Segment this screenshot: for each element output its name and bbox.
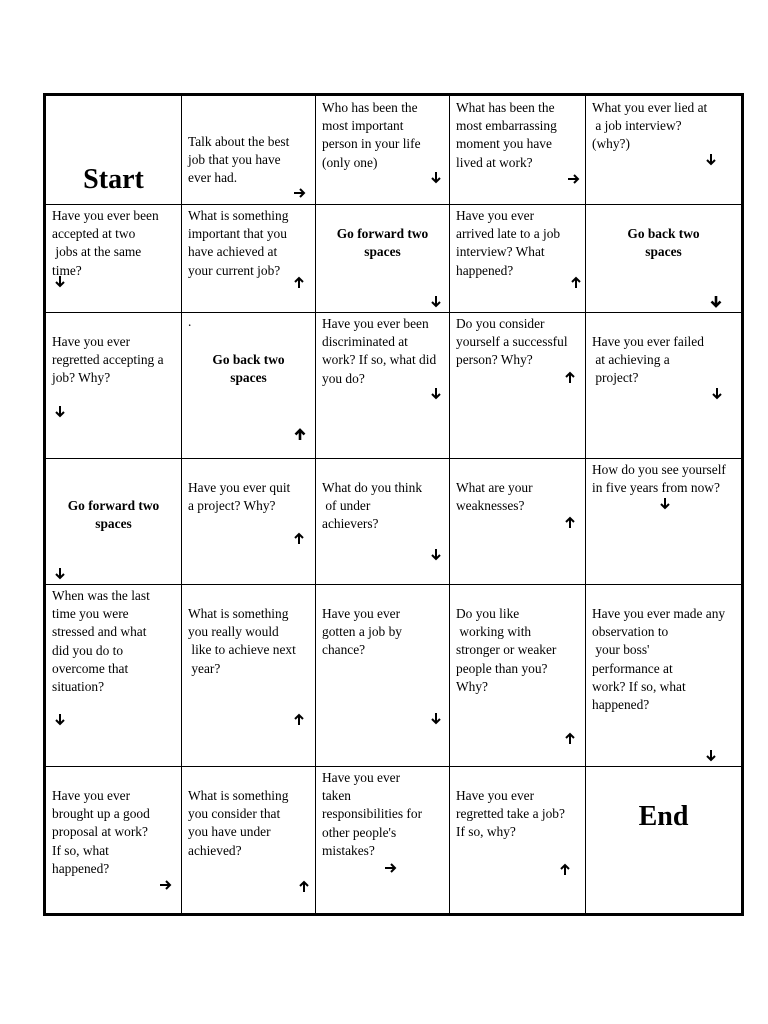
cell-question: What has been the most embarrassing moment you have lived at work?	[456, 100, 557, 170]
arrow-down-icon	[429, 548, 443, 562]
cell-question: Have you ever regretted take a job? If so, why?	[456, 788, 565, 840]
cell-question: What is something you consider that you have under achieved?	[188, 788, 289, 858]
stray-dot: .	[188, 314, 192, 329]
arrow-up-icon	[292, 712, 306, 726]
cell-question: Have you ever taken responsibilities for other people's mistakes?	[322, 770, 423, 858]
arrow-down-icon	[658, 497, 672, 511]
arrow-down-icon	[53, 567, 67, 581]
arrow-right-icon	[159, 878, 173, 892]
board-cell[interactable]	[586, 459, 741, 585]
board-cell[interactable]	[586, 313, 741, 459]
end-label: End	[638, 801, 689, 832]
board-cell-action[interactable]	[586, 205, 741, 313]
arrow-down-icon	[429, 295, 443, 309]
board-cell[interactable]	[316, 585, 450, 767]
cell-question: What are your weaknesses?	[456, 480, 533, 514]
arrow-right-icon	[384, 861, 398, 875]
board-cell[interactable]	[450, 313, 586, 459]
board-cell-action[interactable]	[316, 205, 450, 313]
cell-question: Do you like working with stronger or weaker people than you? Why?	[456, 606, 557, 694]
start-label: Start	[83, 164, 144, 195]
arrow-down-icon	[53, 275, 67, 289]
cell-question: Have you ever been accepted at two jobs at the same time?	[52, 208, 159, 278]
arrow-up-icon	[569, 275, 583, 289]
go-forward-label: Go forward two spaces	[67, 498, 160, 532]
board-cell-action[interactable]	[182, 313, 316, 459]
board-cell-end[interactable]	[586, 767, 741, 913]
board-cell[interactable]	[586, 585, 741, 767]
cell-question: How do you see yourself in five years from now?	[592, 462, 726, 496]
arrow-down-icon	[709, 295, 723, 309]
board-cell[interactable]	[182, 205, 316, 313]
cell-question: Have you ever arrived late to a job interview? What happened?	[456, 208, 561, 278]
cell-question: What is something you really would like to achieve next year?	[188, 606, 296, 676]
go-back-label: Go back two spaces	[627, 226, 700, 260]
arrow-up-icon	[292, 531, 306, 545]
board-cell[interactable]	[450, 767, 586, 913]
arrow-up-icon	[563, 370, 577, 384]
board-cell[interactable]	[316, 313, 450, 459]
cell-question: Do you consider yourself a successful person? Why?	[456, 316, 568, 368]
cell-question: Have you ever brought up a good proposal at work? If so, what happened?	[52, 788, 150, 876]
cell-question: Have you ever gotten a job by chance?	[322, 606, 402, 658]
cell-question: Have you ever made any observation to your boss' performance at work? If so, what happened?	[592, 606, 726, 713]
board-cell[interactable]	[182, 767, 316, 913]
cell-question: What do you think of under achievers?	[322, 480, 423, 532]
arrow-up-icon	[297, 879, 311, 893]
board-cell[interactable]	[46, 205, 182, 313]
board-cell-action[interactable]	[46, 459, 182, 585]
arrow-down-icon	[429, 712, 443, 726]
arrow-up-icon	[292, 275, 306, 289]
arrow-down-icon	[429, 171, 443, 185]
board-cell[interactable]	[46, 585, 182, 767]
board-cell[interactable]	[182, 459, 316, 585]
arrow-down-icon	[710, 387, 724, 401]
board-cell-start[interactable]	[46, 96, 182, 205]
arrow-down-icon	[53, 405, 67, 419]
go-forward-label: Go forward two spaces	[336, 226, 429, 260]
cell-question: Talk about the best job that you have ever had.	[188, 134, 290, 186]
cell-question: Have you ever regretted accepting a job? Why?	[52, 334, 164, 386]
cell-question: Have you ever quit a project? Why?	[188, 480, 291, 514]
arrow-down-icon	[53, 713, 67, 727]
cell-question: Have you ever failed at achieving a project?	[592, 334, 704, 386]
arrow-down-icon	[429, 387, 443, 401]
board-cell[interactable]	[450, 205, 586, 313]
board-cell[interactable]	[450, 585, 586, 767]
board-cell[interactable]	[316, 767, 450, 913]
arrow-up-icon	[563, 731, 577, 745]
game-board	[43, 93, 744, 916]
board-cell[interactable]	[46, 767, 182, 913]
arrow-right-icon	[293, 186, 307, 200]
go-back-label: Go back two spaces	[212, 352, 285, 386]
cell-question: When was the last time you were stressed and what did you do to overcome that situation?	[52, 588, 150, 695]
cell-question: Have you ever been discriminated at work? If so, what did you do?	[322, 316, 437, 386]
arrow-up-icon	[563, 515, 577, 529]
board-cell[interactable]	[182, 96, 316, 205]
board-cell[interactable]	[46, 313, 182, 459]
arrow-up-icon	[558, 862, 572, 876]
board-cell[interactable]	[450, 459, 586, 585]
board-cell[interactable]	[586, 96, 741, 205]
cell-question: What is something important that you have achieved at your current job?	[188, 208, 289, 278]
arrow-right-icon	[567, 172, 581, 186]
cell-question: Who has been the most important person in your life (only one)	[322, 100, 421, 170]
arrow-up-icon	[293, 427, 307, 441]
arrow-down-icon	[704, 749, 718, 763]
board-cell[interactable]	[316, 459, 450, 585]
arrow-down-icon	[704, 153, 718, 167]
board-cell[interactable]	[316, 96, 450, 205]
cell-question: What you ever lied at a job interview? (why?)	[592, 100, 708, 152]
board-cell[interactable]	[182, 585, 316, 767]
board-cell[interactable]	[450, 96, 586, 205]
